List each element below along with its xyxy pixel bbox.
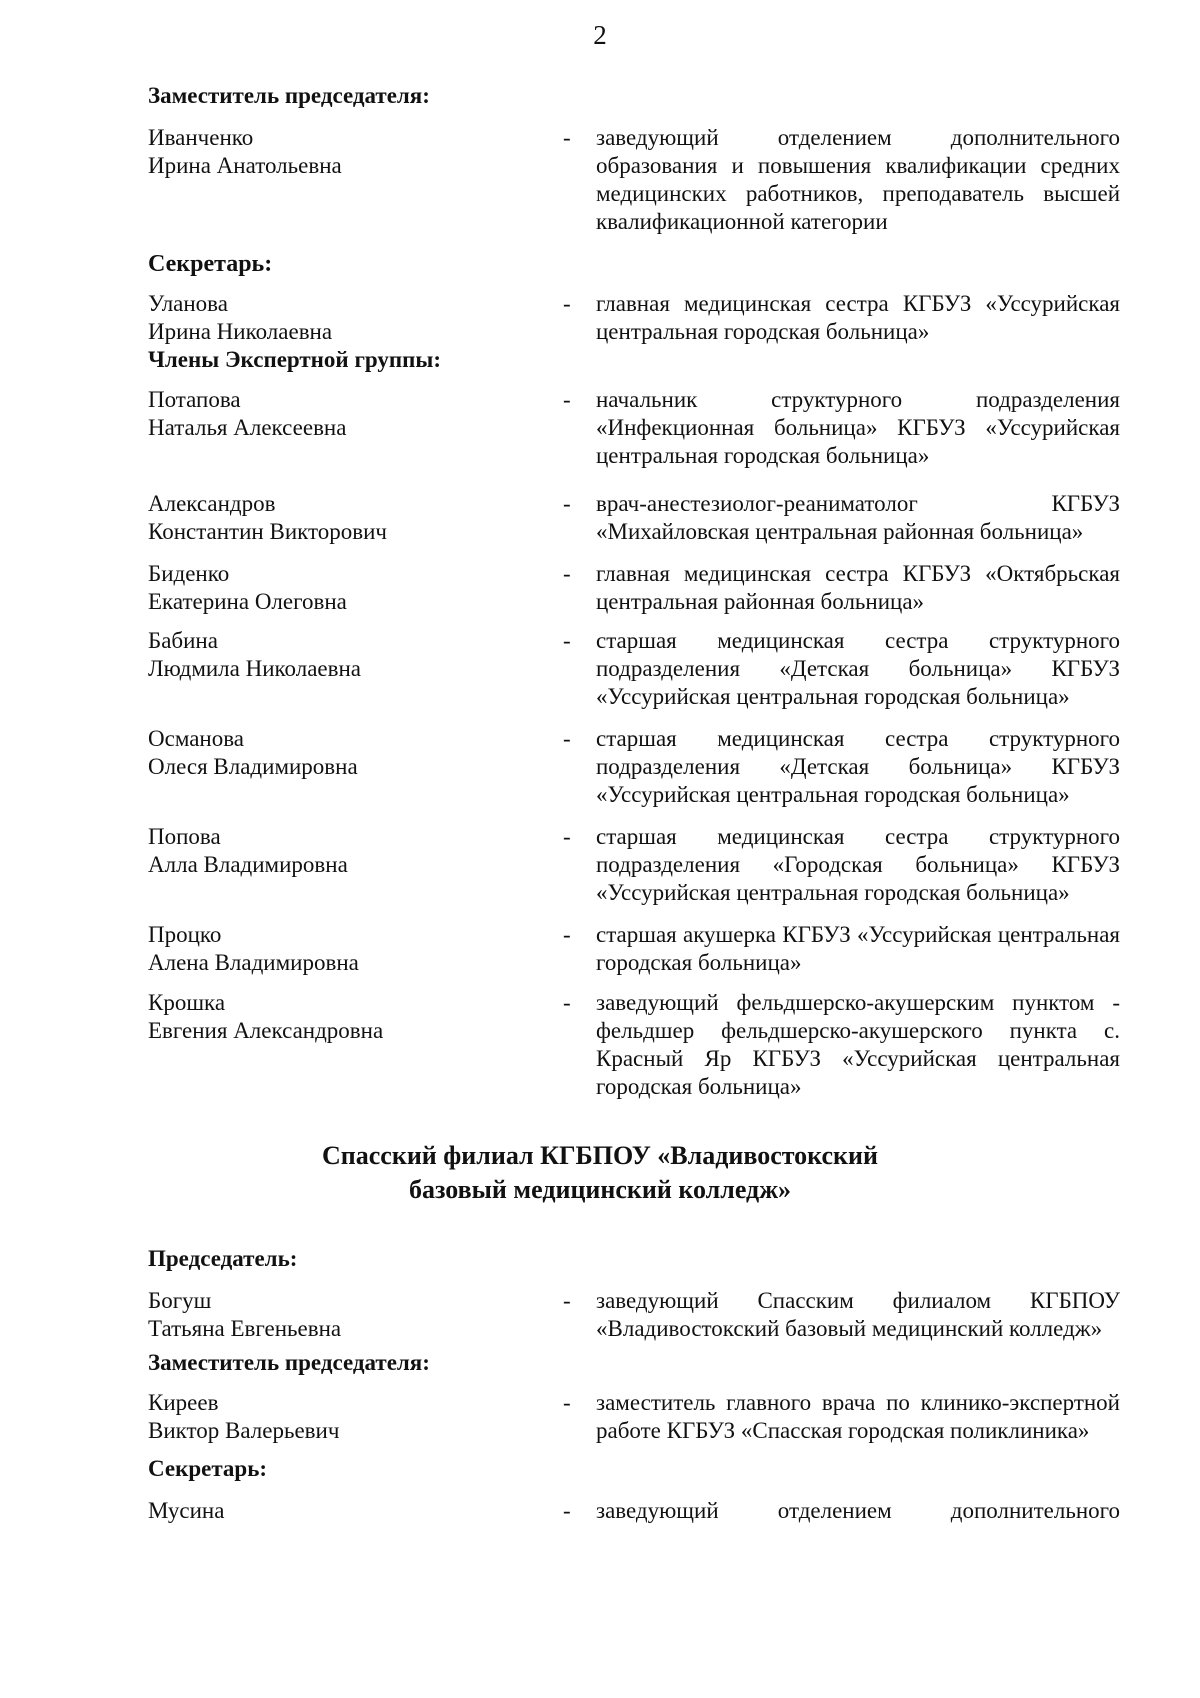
- person-row: [148, 921, 1120, 977]
- position-description: врач-анестезиолог-реаниматолог КГБУЗ «Михайловская центральная районная больница»: [596, 491, 1120, 544]
- surname: Потапова: [148, 387, 241, 412]
- surname: Уланова: [148, 291, 228, 316]
- position-description: главная медицинская сестра КГБУЗ «Октябрьская центральная районная больница»: [596, 561, 1120, 614]
- person-name: [148, 1287, 563, 1343]
- dash: -: [563, 628, 571, 653]
- person-name: [148, 290, 563, 346]
- given-name: Алла Владимировна: [148, 852, 348, 877]
- given-name: Олеся Владимировна: [148, 754, 358, 779]
- given-name: Екатерина Олеговна: [148, 589, 347, 614]
- dash: -: [563, 125, 571, 150]
- person-name: [148, 560, 563, 616]
- dash: -: [563, 990, 571, 1015]
- dash: -: [563, 726, 571, 751]
- dash: -: [563, 922, 571, 947]
- surname: Богуш: [148, 1288, 212, 1313]
- given-name: Ирина Николаевна: [148, 319, 333, 344]
- deputy-heading: Заместитель председателя:: [148, 1350, 430, 1375]
- given-name: Наталья Алексеевна: [148, 415, 347, 440]
- dash: -: [563, 561, 571, 586]
- dash: -: [563, 824, 571, 849]
- person-row: [148, 560, 1120, 616]
- branch-title: [0, 1139, 1200, 1207]
- branch-title-line1: Спасский филиал КГБПОУ «Владивостокский: [322, 1141, 878, 1170]
- person-name: [148, 989, 563, 1101]
- position-description: начальник структурного подразделения «Инфекционная больница» КГБУЗ «Уссурийская центральная городская больница»: [596, 387, 1120, 468]
- person-row: [148, 490, 1120, 546]
- dash: -: [563, 1288, 571, 1313]
- given-name: Людмила Николаевна: [148, 656, 362, 681]
- position-description: старшая медицинская сестра структурного подразделения «Детская больница» КГБУЗ «Уссурийская центральная городская больница»: [596, 628, 1120, 709]
- dash: -: [563, 1498, 571, 1523]
- surname: Бабина: [148, 628, 218, 653]
- given-name: Татьяна Евгеньевна: [148, 1316, 342, 1341]
- members-heading: Члены Экспертной группы:: [148, 347, 441, 372]
- person-name: [148, 921, 563, 977]
- surname: Крошка: [148, 990, 226, 1015]
- position-description: старшая медицинская сестра структурного подразделения «Детская больница» КГБУЗ «Уссурийская центральная городская больница»: [596, 726, 1120, 807]
- page-number: 2: [593, 20, 607, 50]
- person-name: [148, 627, 563, 711]
- person-row: [148, 725, 1120, 809]
- surname: Попова: [148, 824, 221, 849]
- given-name: Алена Владимировна: [148, 950, 359, 975]
- person-row: [148, 1287, 1120, 1343]
- person-row: [148, 1389, 1120, 1445]
- chair-heading: Председатель:: [148, 1246, 298, 1271]
- given-name: Ирина Анатольевна: [148, 153, 342, 178]
- person-name: [148, 1497, 563, 1525]
- secretary-heading: Секретарь:: [148, 1456, 268, 1481]
- person-name: [148, 490, 563, 546]
- position-description: заведующий отделением дополнительного образования и повышения квалификации средних медицинских работников, преподаватель высшей квалификационной категории: [596, 125, 1120, 234]
- person-name: [148, 1389, 563, 1445]
- surname: Мусина: [148, 1498, 225, 1523]
- surname: Биденко: [148, 561, 230, 586]
- surname: Киреев: [148, 1390, 219, 1415]
- given-name: Евгения Александровна: [148, 1018, 384, 1043]
- dash: -: [563, 1390, 571, 1415]
- dash: -: [563, 387, 571, 412]
- position-description: заведующий фельдшерско-акушерским пунктом - фельдшер фельдшерско-акушерского пункта с. Красный Яр КГБУЗ «Уссурийская центральная городская больница»: [596, 990, 1120, 1099]
- person-row: [148, 290, 1120, 346]
- person-name: [148, 725, 563, 809]
- position-description: старшая медицинская сестра структурного подразделения «Городская больница» КГБУЗ «Уссурийская центральная городская больница»: [596, 824, 1120, 905]
- branch-title-line2: базовый медицинский колледж»: [408, 1175, 792, 1204]
- person-row: [148, 823, 1120, 907]
- person-name: [148, 386, 563, 470]
- position-description: старшая акушерка КГБУЗ «Уссурийская центральная городская больница»: [596, 922, 1120, 975]
- secretary-heading: Секретарь:: [148, 251, 273, 277]
- person-row: [148, 124, 1120, 236]
- person-row: [148, 386, 1120, 470]
- person-name: [148, 124, 563, 236]
- document-body: [148, 82, 1120, 1525]
- position-description: заместитель главного врача по клинико-экспертной работе КГБУЗ «Спасская городская поликлиника»: [596, 1390, 1120, 1443]
- surname: Иванченко: [148, 125, 254, 150]
- deputy-heading: Заместитель председателя:: [148, 83, 430, 108]
- person-row: [148, 989, 1120, 1101]
- surname: Александров: [148, 491, 276, 516]
- person-row: [148, 627, 1120, 711]
- position-description: главная медицинская сестра КГБУЗ «Уссурийская центральная городская больница»: [596, 291, 1120, 344]
- person-name: [148, 823, 563, 907]
- given-name: Виктор Валерьевич: [148, 1418, 340, 1443]
- position-description: заведующий Спасским филиалом КГБПОУ «Владивостокский базовый медицинский колледж»: [596, 1288, 1120, 1341]
- dash: -: [563, 491, 571, 516]
- surname: Османова: [148, 726, 244, 751]
- dash: -: [563, 291, 571, 316]
- person-row: [148, 1497, 1120, 1525]
- given-name: Константин Викторович: [148, 519, 387, 544]
- surname: Процко: [148, 922, 222, 947]
- position-description: заведующий отделением дополнительного: [596, 1498, 1120, 1523]
